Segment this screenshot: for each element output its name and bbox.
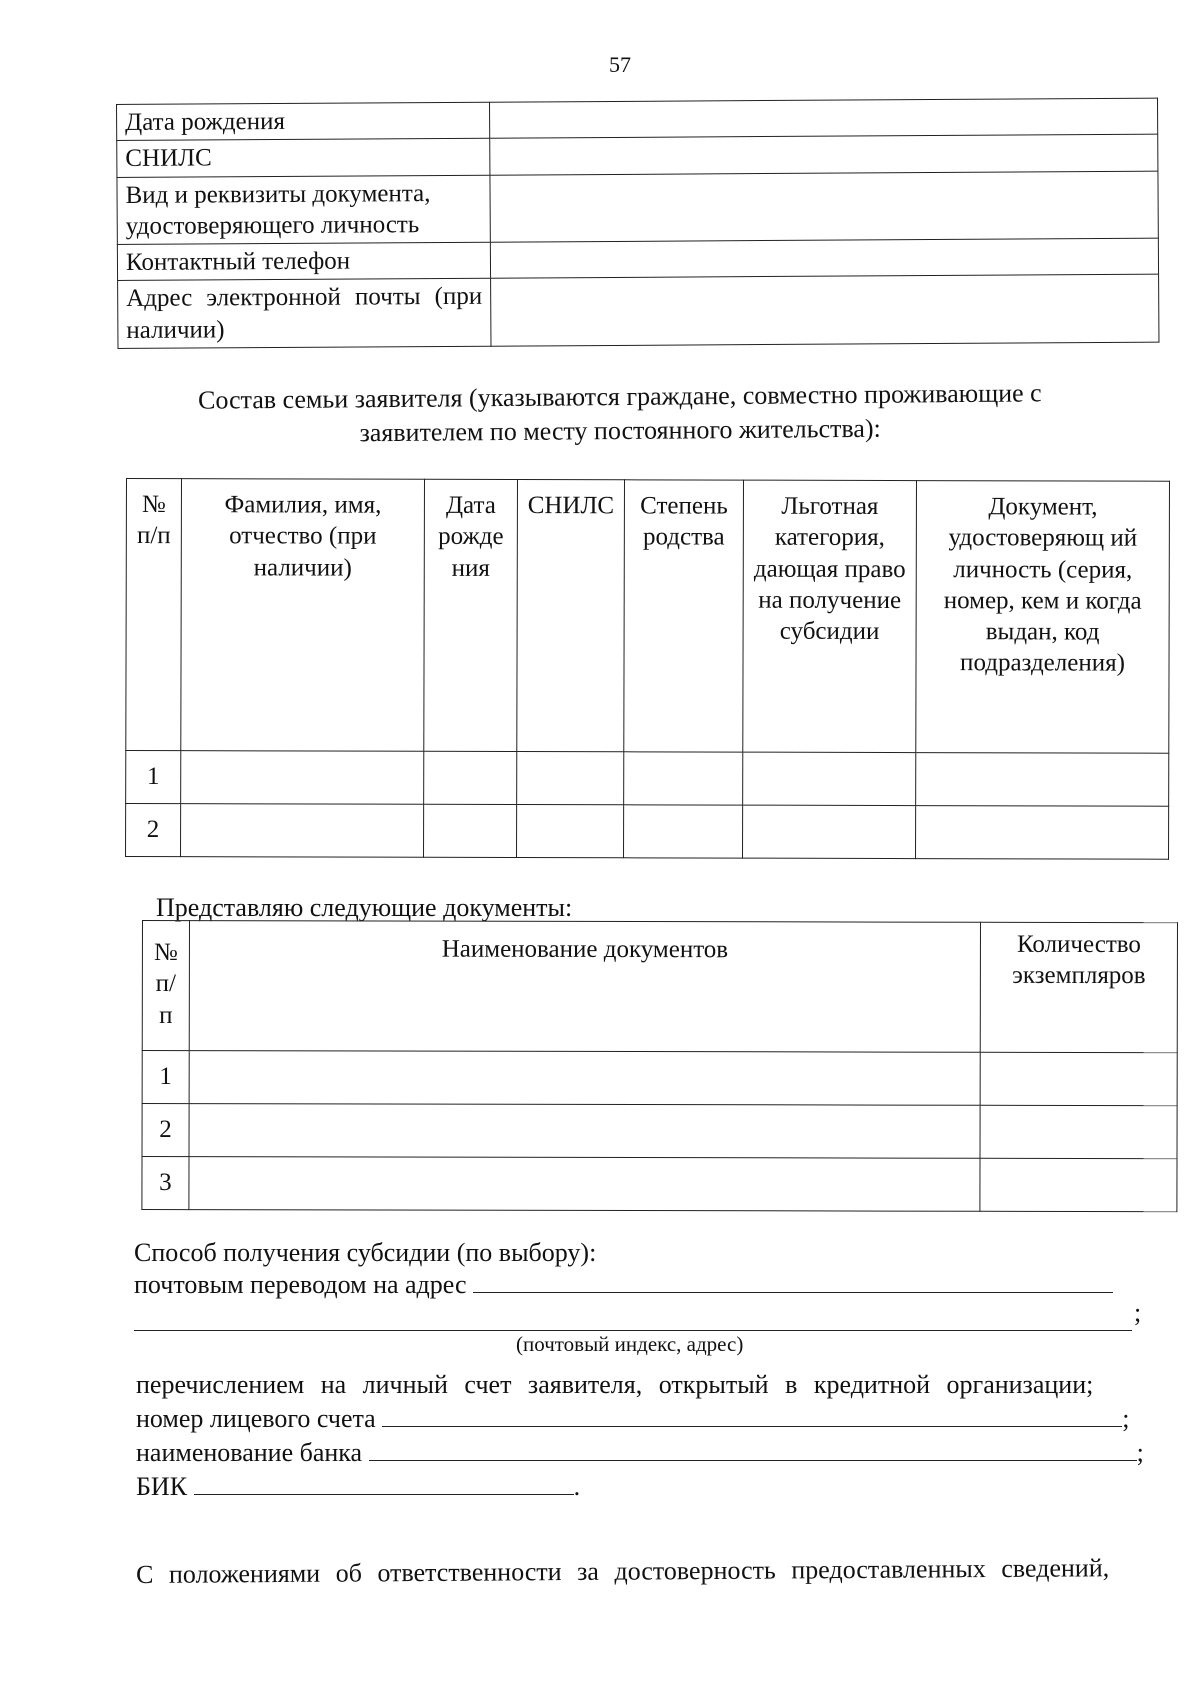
bank-line	[136, 1438, 1144, 1468]
col-header-full-name: Фамилия, имя, отчество (при наличии)	[181, 479, 425, 752]
table-row	[142, 1157, 1177, 1212]
table-header-row	[126, 479, 1170, 754]
row-value-id-document[interactable]	[490, 171, 1158, 243]
bik-label: БИК	[136, 1472, 188, 1501]
cell[interactable]	[624, 805, 743, 858]
table-row	[126, 804, 1169, 860]
cell[interactable]	[189, 1104, 980, 1159]
col-header-relation: Степень родства	[624, 480, 744, 752]
cell[interactable]	[980, 1158, 1177, 1211]
cell[interactable]	[624, 752, 743, 805]
cell[interactable]	[916, 753, 1169, 807]
row-label-birth-date: Дата рождения	[117, 102, 490, 141]
table-row	[118, 274, 1159, 348]
table-row	[117, 171, 1158, 245]
page-number: 57	[609, 52, 631, 77]
bank-name-field[interactable]	[369, 1438, 1137, 1461]
account-line	[136, 1404, 1129, 1434]
cell[interactable]	[980, 1052, 1177, 1105]
bank-label: наименование банка	[136, 1438, 363, 1467]
row-label-id-document: Вид и реквизиты документа, удостоверяющего личность	[117, 175, 490, 245]
cell[interactable]	[517, 752, 624, 805]
account-label: номер лицевого счета	[136, 1404, 376, 1433]
postal-hint: (почтовый индекс, адрес)	[516, 1332, 744, 1356]
bik-period: .	[573, 1472, 581, 1501]
bik-line	[136, 1472, 580, 1502]
row-label-snils: СНИЛС	[117, 138, 490, 177]
account-number-field[interactable]	[382, 1404, 1122, 1427]
cell[interactable]	[424, 751, 517, 804]
row-value-birth-date[interactable]	[489, 98, 1157, 138]
col-header-snils: СНИЛС	[517, 480, 625, 752]
postal-address-field[interactable]	[473, 1270, 1113, 1293]
cell[interactable]	[424, 804, 517, 857]
cell[interactable]	[189, 1157, 980, 1212]
row-value-snils[interactable]	[490, 134, 1158, 174]
col-header-benefit-category: Льготная категория, дающая право на получение субсидии	[743, 480, 917, 752]
table-row	[126, 751, 1169, 807]
col-header-number: № п/ п	[142, 921, 189, 1051]
postal-semicolon: ;	[1134, 1298, 1142, 1327]
col-header-number: № п/п	[126, 479, 182, 751]
documents-title: Представляю следующие документы:	[156, 893, 573, 922]
col-header-copies: Количество экземпляров	[980, 922, 1177, 1052]
cell[interactable]	[980, 1105, 1177, 1158]
table-row	[142, 1051, 1177, 1106]
cell[interactable]	[181, 804, 424, 858]
row-label-email: Адрес электронной почты (при наличии)	[118, 278, 491, 348]
col-header-id-document: Документ, удостоверяющ ий личность (серия, номер, кем и когда выдан, код подразделения)	[916, 481, 1170, 754]
col-header-birth-date: Дата рожде ния	[424, 479, 518, 751]
col-header-document-name: Наименование документов	[189, 921, 980, 1053]
family-table	[125, 478, 1170, 860]
account-semicolon: ;	[1122, 1404, 1130, 1433]
row-number: 1	[126, 751, 181, 804]
row-value-phone[interactable]	[490, 238, 1158, 278]
table-header-row	[142, 921, 1177, 1053]
cell[interactable]	[189, 1051, 980, 1106]
cell[interactable]	[517, 805, 624, 858]
row-number: 2	[126, 804, 181, 857]
row-number: 2	[142, 1104, 189, 1157]
cell[interactable]	[743, 805, 916, 858]
method-title: Способ получения субсидии (по выбору):	[134, 1238, 597, 1267]
family-caption: Состав семьи заявителя (указываются граждане, совместно проживающие с заявителем по месту постоянного жительства):	[197, 378, 1042, 448]
bik-field[interactable]	[194, 1472, 574, 1495]
cell[interactable]	[743, 752, 916, 805]
row-number: 1	[142, 1051, 189, 1104]
cell[interactable]	[181, 751, 424, 805]
transfer-text: перечислением на личный счет заявителя, открытый в кредитной организации;	[136, 1370, 1094, 1399]
row-value-email[interactable]	[491, 274, 1159, 346]
bank-semicolon: ;	[1136, 1438, 1144, 1467]
row-number: 3	[142, 1157, 189, 1210]
applicant-data-table	[116, 98, 1159, 349]
row-label-phone: Контактный телефон	[117, 242, 490, 281]
postal-label: почтовым переводом на адрес	[134, 1270, 467, 1299]
postal-address-field-2[interactable]	[134, 1330, 1132, 1331]
cell[interactable]	[916, 806, 1169, 860]
table-row	[142, 1104, 1177, 1159]
footer-text: С положениями об ответственности за достоверность предоставленных сведений,	[136, 1553, 1110, 1589]
postal-line	[134, 1270, 1113, 1300]
documents-table	[141, 920, 1178, 1212]
